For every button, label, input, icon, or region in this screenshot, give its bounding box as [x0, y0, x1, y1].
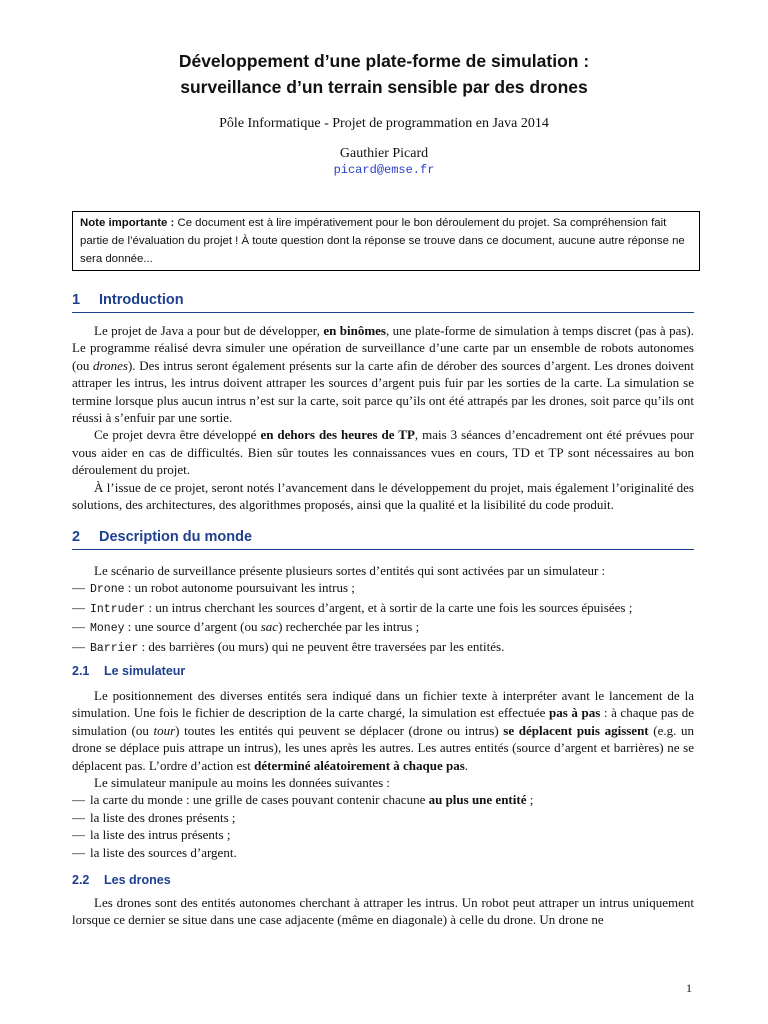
drones-body: [72, 894, 694, 929]
section-heading-introduction: [72, 292, 694, 313]
subsection-heading-les-drones: [72, 873, 171, 887]
list-item: — la liste des sources d’argent.: [72, 844, 237, 860]
simulateur-paragraph-1: Le positionnement des diverses entités sera indiqué dans un fichier texte à interpréter avant le lancement de la simulation. Une fois le fichier de description de la carte chargé, la simulation est effectuée pas à pas : à chaque pas de simulation (ou tour) toutes les entités qui peuvent se déplacer (drone ou intrus) se déplacent puis agissent (e.g. un drone se déplace puis attrape un intrus), les unes après les autres. Les autres entités (source d’argent et barrières) ne se déplacent pas. L’ordre d’action est déterminé aléatoirement à chaque pas.: [72, 688, 695, 773]
subsection-title: Le simulateur: [104, 664, 186, 678]
note-text: Ce document est à lire impérativement pour le bon déroulement du projet. Sa compréhension fait partie de l’évaluation du projet ! À toute question dont la réponse se trouve dans ce document, aucune autre réponse ne sera donnée...: [80, 217, 685, 265]
subsection-heading-le-simulateur: [72, 664, 185, 678]
author-name: Gauthier Picard: [339, 146, 429, 161]
description-intro: Le scénario de surveillance présente plusieurs sortes d’entités qui sont activées par un simulateur :: [94, 563, 606, 578]
title-line-2: surveillance d’un terrain sensible par des drones: [180, 77, 588, 97]
description-body: [72, 562, 694, 657]
drones-paragraph-1: Les drones sont des entités autonomes cherchant à attraper les intrus. Un robot peut attraper un intrus uniquement lorsque ce dernier se situe dans une case adjacente (même en diagonale) à celle du drone. Un drone ne: [72, 895, 694, 928]
subsection-title: Les drones: [104, 873, 171, 887]
subsection-number: 2.2: [72, 873, 90, 887]
title-line-1: Développement d’une plate-forme de simulation :: [178, 51, 590, 71]
list-item: — la liste des intrus présents ;: [72, 827, 231, 843]
section-heading-description-du-monde: [72, 529, 694, 550]
document-subtitle: Pôle Informatique - Projet de programmation en Java 2014: [219, 116, 549, 131]
list-item: — la carte du monde : une grille de cases pouvant contenir chacune au plus une entité ;: [72, 792, 534, 808]
entity-list: [72, 579, 694, 657]
intro-paragraph-1: Le projet de Java a pour but de développer, en binômes, une plate-forme de simulation à temps discret (pas à pas). Le programme réalisé devra simuler une opération de surveillance d’une carte par un ensemble de robots autonomes (ou drones). Des intrus seront également présents sur la carte afin de dérober des sources d’argent. Les drones doivent attraper les intrus, les intrus doivent attraper les sources d’argent puis fuir par les sorties de la carte. La simulation se termine lorsque plus aucun intrus n’est sur la carte, soit parce qu’ils ont été attrapés par les drones, soit parce qu’ils ont réussi à s’enfuir par une sortie.: [72, 323, 694, 426]
section-number: 1: [72, 292, 81, 308]
introduction-body: [72, 322, 694, 513]
section-number: 2: [72, 529, 81, 545]
list-item: — Intruder : un intrus cherchant les sources d’argent, et à sortir de la carte une fois les sources épuisées ;: [72, 599, 633, 616]
list-item: — Money : une source d’argent (ou sac) recherchée par les intrus ;: [72, 619, 420, 636]
subsection-number: 2.1: [72, 664, 90, 678]
list-item: — Drone : un robot autonome poursuivant les intrus ;: [72, 580, 355, 597]
note-label: Note importante :: [80, 217, 175, 229]
intro-paragraph-2: Ce projet devra être développé en dehors des heures de TP, mais 3 séances d’encadrement ont été prévues pour vous aider en cas de difficultés. Bien sûr toutes les connaissances vues en cours, TD et TP sont nécessaires au bon déroulement du projet.: [72, 427, 694, 478]
intro-paragraph-3: À l’issue de ce projet, seront notés l’avancement dans le développement du projet, mais également l’originalité des solutions, des architectures, des algorithmes proposés, ainsi que la qualité et la lisibilité du code produit.: [72, 479, 694, 513]
document-title: [0, 48, 768, 100]
list-item: — Barrier : des barrières (ou murs) qui ne peuvent être traversées par les entités.: [72, 638, 505, 655]
simulateur-paragraph-2: Le simulateur manipule au moins les données suivantes :: [94, 775, 391, 791]
data-list: [72, 791, 694, 861]
list-item: — la liste des drones présents ;: [72, 809, 236, 825]
important-note-box: [72, 211, 700, 271]
section-title: Introduction: [99, 292, 184, 308]
author-email-link[interactable]: picard@emse.fr: [333, 163, 435, 177]
simulateur-body: [72, 687, 694, 861]
page-number: 1: [686, 981, 692, 995]
section-title: Description du monde: [99, 529, 253, 545]
